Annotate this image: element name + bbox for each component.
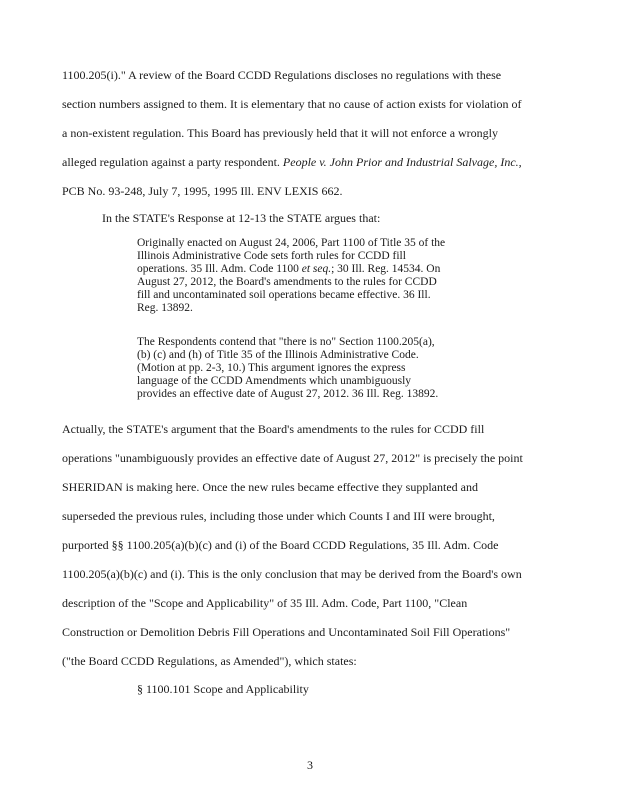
paragraph-line: 1100.205(a)(b)(c) and (i). This is the only conclusion that may be derived from the Board's own [62,567,522,581]
quote-line: August 27, 2012, the Board's amendments to the rules for CCDD [137,276,437,288]
paragraph-line: section numbers assigned to them. It is elementary that no cause of action exists for violation of [62,97,522,111]
quote-line: Illinois Administrative Code sets forth rules for CCDD fill [137,250,406,262]
quote-line: Originally enacted on August 24, 2006, Part 1100 of Title 35 of the [137,237,446,249]
block-quote [137,237,445,315]
quote-line: fill and uncontaminated soil operations became effective. 36 Ill. [137,289,431,301]
paragraph-line: In the STATE's Response at 12-13 the STATE argues that: [102,211,381,225]
case-citation: People v. John Prior and Industrial Salvage, Inc., [282,155,522,169]
paragraph-line [62,155,522,169]
block-quote [137,336,438,401]
quote-line: operations. 35 Ill. Adm. Code 1100 et seq.; 30 Ill. Reg. 14534. On [137,263,441,275]
paragraph-line: SHERIDAN is making here. Once the new rules became effective they supplanted and [62,480,478,494]
quote-line: provides an effective date of August 27, 2012. 36 Ill. Reg. 13892. [137,388,439,400]
paragraph-line: superseded the previous rules, including those under which Counts I and III were brought, [62,509,495,523]
paragraph-line: purported §§ 1100.205(a)(b)(c) and (i) of the Board CCDD Regulations, 35 Ill. Adm. Code [62,538,499,552]
section-heading: § 1100.101 Scope and Applicability [137,682,309,696]
paragraph-line: 1100.205(i)." A review of the Board CCDD Regulations discloses no regulations with these [62,68,502,82]
paragraph-line: PCB No. 93-248, July 7, 1995, 1995 Ill. ENV LEXIS 662. [62,184,343,198]
paragraph-line: description of the "Scope and Applicability" of 35 Ill. Adm. Code, Part 1100, "Clean [62,596,468,610]
paragraph-line: a non-existent regulation. This Board has previously held that it will not enforce a wrongly [62,126,499,140]
paragraph-line: Actually, the STATE's argument that the Board's amendments to the rules for CCDD fill [62,422,485,436]
paragraph-text: alleged regulation against a party respondent. [62,155,283,169]
quote-line: (b) (c) and (h) of Title 35 of the Illinois Administrative Code. [137,349,419,361]
paragraph-line: ("the Board CCDD Regulations, as Amended"), which states: [62,654,357,668]
quote-line: Reg. 13892. [137,302,193,314]
paragraph-line: operations "unambiguously provides an effective date of August 27, 2012" is precisely the point [62,451,523,465]
quote-line: language of the CCDD Amendments which unambiguously [137,375,412,387]
page-number: 3 [307,758,313,772]
quote-line: (Motion at pp. 2-3, 10.) This argument ignores the express [137,362,406,374]
et-seq: et seq. [301,263,332,275]
paragraph-line: Construction or Demolition Debris Fill Operations and Uncontaminated Soil Fill Operations" [62,625,511,639]
quote-line: The Respondents contend that "there is no" Section 1100.205(a), [137,336,435,348]
